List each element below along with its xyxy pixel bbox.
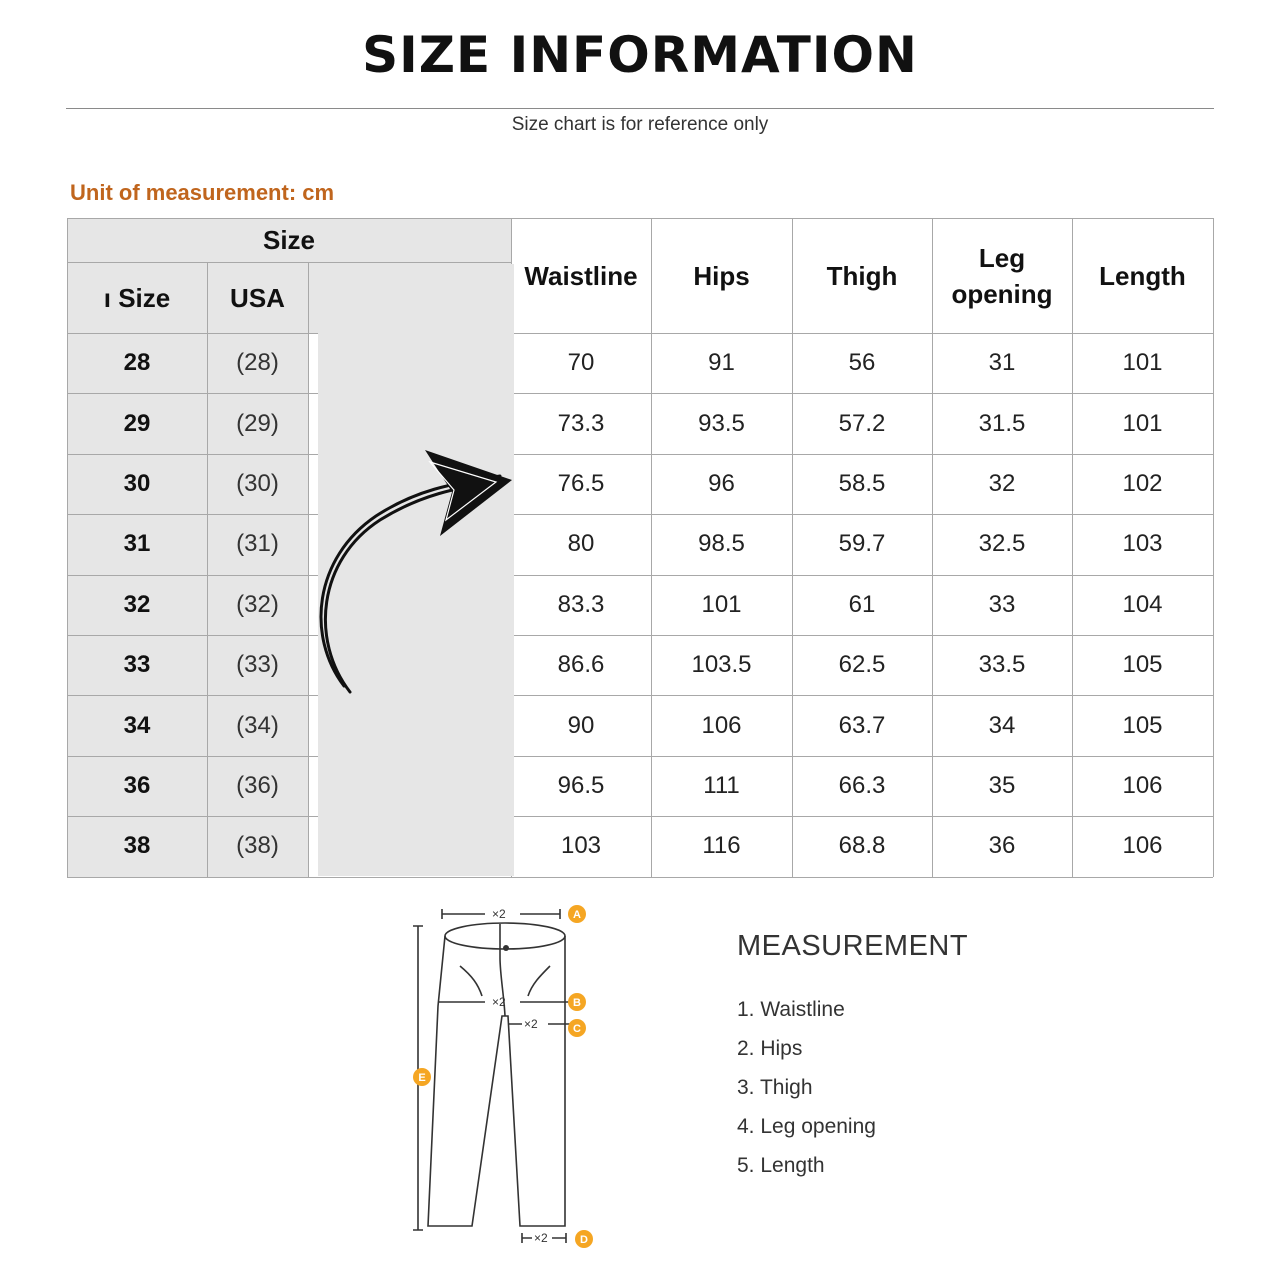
table-cell-waistline: 73.3	[557, 409, 605, 437]
table-cell-leg-opening: 31.5	[978, 409, 1026, 437]
table-cell-waistline: 96.5	[557, 771, 605, 799]
table-cell-thigh: 58.5	[838, 469, 886, 497]
x2-label-b: ×2	[492, 995, 506, 1009]
table-cell-thigh: 57.2	[838, 409, 886, 437]
table-gridline	[1213, 218, 1214, 877]
row-usa-size: (28)	[236, 349, 279, 377]
table-gridline	[792, 218, 793, 877]
row-size: 34	[123, 711, 151, 739]
table-cell-waistline: 76.5	[557, 469, 605, 497]
table-gridline	[67, 454, 1213, 455]
table-cell-hips: 96	[708, 469, 735, 497]
table-cell-length: 106	[1122, 832, 1163, 860]
table-cell-leg-opening: 32.5	[978, 530, 1026, 558]
row-size: 31	[123, 530, 151, 558]
table-cell-leg-opening: 33	[988, 590, 1016, 618]
col-header-size: ı Size	[103, 282, 171, 313]
table-gridline	[67, 695, 1213, 696]
x2-label-d: ×2	[534, 1231, 548, 1245]
col-header-usa: USA	[230, 282, 285, 313]
table-cell-length: 103	[1122, 530, 1163, 558]
table-cell-leg-opening: 34	[988, 711, 1016, 739]
marker-d: D	[580, 1234, 588, 1246]
table-cell-hips: 93.5	[698, 409, 745, 437]
table-cell-leg-opening: 35	[988, 771, 1016, 799]
pants-measurement-diagram	[400, 896, 620, 1256]
table-cell-thigh: 68.8	[838, 832, 886, 860]
row-size: 36	[123, 771, 151, 799]
table-cell-waistline: 90	[567, 711, 595, 739]
x2-label-a: ×2	[492, 907, 506, 921]
table-gridline	[67, 575, 1213, 576]
table-cell-hips: 103.5	[691, 651, 752, 679]
table-cell-leg-opening: 36	[988, 832, 1016, 860]
measurement-item-thigh: 3. Thigh	[737, 1076, 813, 1099]
table-cell-thigh: 61	[848, 590, 876, 618]
table-gridline	[1072, 218, 1073, 877]
table-cell-thigh: 63.7	[838, 711, 886, 739]
table-cell-thigh: 59.7	[838, 530, 886, 558]
measurement-title: MEASUREMENT	[737, 930, 969, 962]
table-gridline	[67, 816, 1213, 817]
row-usa-size: (33)	[236, 651, 279, 679]
row-size: 30	[123, 469, 151, 497]
row-usa-size: (32)	[236, 590, 279, 618]
table-cell-thigh: 66.3	[838, 771, 886, 799]
table-gridline	[67, 393, 1213, 394]
size-group-header: Size	[262, 225, 316, 255]
table-gridline	[67, 218, 1213, 219]
table-gridline	[651, 218, 652, 877]
row-usa-size: (38)	[236, 832, 279, 860]
table-cell-hips: 106	[701, 711, 742, 739]
x2-label-c: ×2	[524, 1017, 538, 1031]
table-cell-thigh: 62.5	[838, 651, 886, 679]
table-cell-length: 105	[1122, 651, 1163, 679]
table-cell-length: 101	[1122, 409, 1163, 437]
marker-a: A	[573, 909, 581, 921]
col-header-leg-opening: Leg opening	[951, 242, 1053, 309]
table-gridline	[932, 218, 933, 877]
measurement-item-length: 5. Length	[737, 1154, 825, 1177]
row-size: 28	[123, 349, 151, 377]
table-cell-leg-opening: 32	[988, 469, 1016, 497]
table-cell-length: 106	[1122, 771, 1163, 799]
table-cell-hips: 116	[702, 832, 741, 860]
table-cell-waistline: 70	[567, 349, 595, 377]
table-cell-length: 101	[1122, 349, 1163, 377]
col-header-waistline: Waistline	[524, 260, 638, 291]
table-cell-thigh: 56	[848, 349, 876, 377]
col-header-thigh: Thigh	[826, 260, 898, 291]
table-gridline	[67, 635, 1213, 636]
row-usa-size: (29)	[236, 409, 279, 437]
row-usa-size: (34)	[236, 711, 279, 739]
page-subtitle: Size chart is for reference only	[511, 114, 769, 135]
table-gridline	[67, 877, 1213, 878]
row-size: 33	[123, 651, 151, 679]
table-cell-length: 105	[1122, 711, 1163, 739]
table-cell-hips: 91	[708, 349, 735, 377]
curved-arrow-icon	[300, 440, 530, 700]
table-cell-leg-opening: 31	[988, 349, 1016, 377]
measurement-item-leg-opening: 4. Leg opening	[737, 1115, 876, 1138]
table-gridline	[207, 262, 208, 877]
table-cell-length: 104	[1122, 590, 1163, 618]
table-cell-waistline: 83.3	[557, 590, 605, 618]
table-cell-length: 102	[1122, 469, 1163, 497]
table-gridline	[67, 514, 1213, 515]
table-gridline	[67, 262, 511, 263]
row-size: 32	[123, 590, 151, 618]
row-usa-size: (31)	[236, 530, 279, 558]
page-title: SIZE INFORMATION	[362, 26, 918, 84]
marker-b: B	[573, 997, 581, 1009]
row-usa-size: (30)	[236, 469, 279, 497]
col-header-length: Length	[1099, 260, 1186, 291]
marker-e: E	[418, 1072, 426, 1084]
table-cell-leg-opening: 33.5	[978, 651, 1026, 679]
table-gridline	[67, 218, 68, 877]
measurement-list	[737, 990, 876, 1185]
marker-c: C	[573, 1023, 581, 1035]
table-gridline	[67, 756, 1213, 757]
col-header-hips: Hips	[693, 260, 750, 291]
row-usa-size: (36)	[236, 771, 279, 799]
table-cell-waistline: 80	[567, 530, 595, 558]
table-cell-waistline: 86.6	[557, 651, 605, 679]
row-size: 29	[123, 409, 151, 437]
unit-label: Unit of measurement: cm	[70, 180, 335, 205]
table-cell-hips: 98.5	[698, 530, 745, 558]
table-cell-waistline: 103	[560, 832, 602, 860]
row-size: 38	[123, 832, 151, 860]
table-gridline	[67, 333, 1213, 334]
measurement-item-waistline: 1. Waistline	[737, 998, 845, 1021]
table-cell-hips: 101	[701, 590, 742, 618]
table-cell-hips: 111	[703, 771, 740, 799]
measurement-item-hips: 2. Hips	[737, 1037, 803, 1060]
